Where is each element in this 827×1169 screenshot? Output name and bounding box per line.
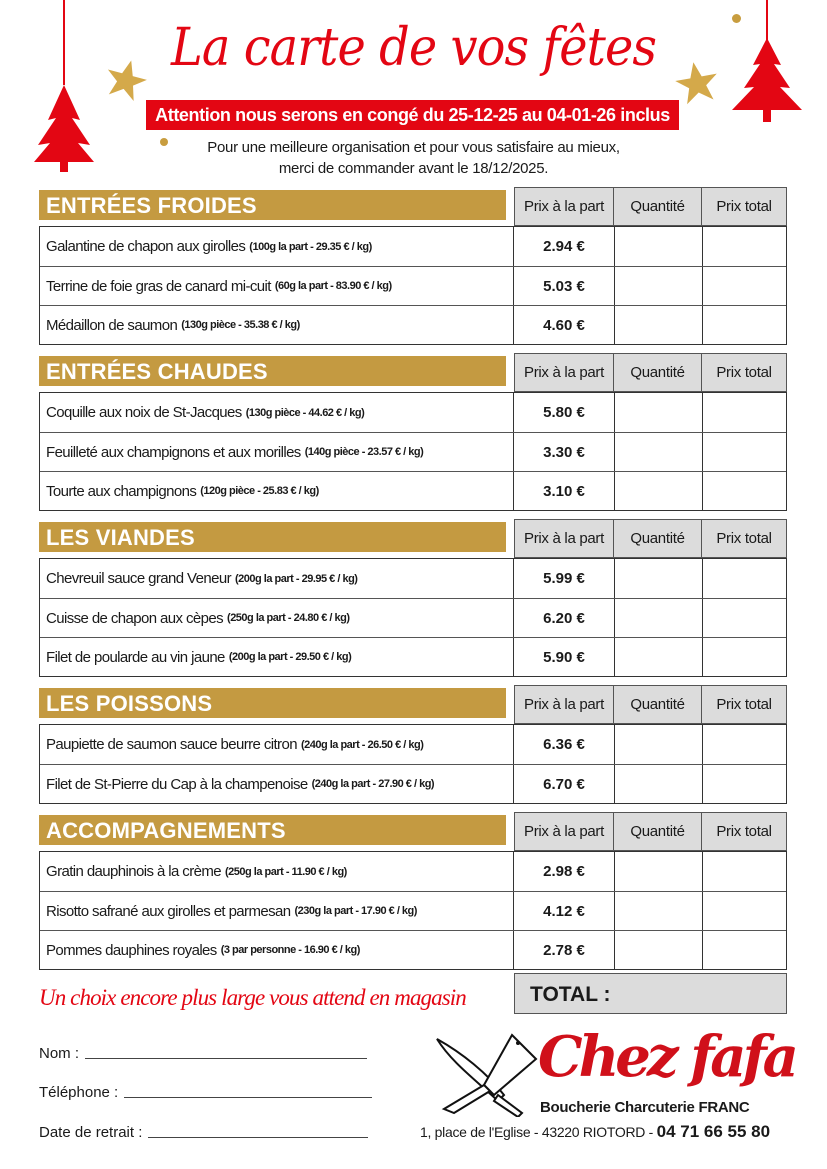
- item-name: Terrine de foie gras de canard mi-cuit: [46, 277, 271, 295]
- item-price: 5.90 €: [514, 638, 615, 676]
- section-title: ACCOMPAGNEMENTS: [39, 815, 506, 845]
- menu-section: [39, 519, 787, 677]
- total-price-input[interactable]: [703, 892, 786, 930]
- item-name-cell: [40, 765, 514, 803]
- total-price-input[interactable]: [703, 472, 786, 510]
- total-price-input[interactable]: [703, 559, 786, 598]
- item-name: Galantine de chapon aux girolles: [46, 238, 246, 255]
- quantity-input[interactable]: [615, 227, 703, 266]
- section-title: LES POISSONS: [39, 688, 506, 718]
- table-row: [40, 764, 786, 803]
- total-box[interactable]: [514, 973, 787, 1014]
- column-header-quantity: Quantité: [614, 353, 702, 392]
- item-detail: (200g la part - 29.95 € / kg): [235, 572, 358, 585]
- item-price: 2.94 €: [514, 227, 615, 266]
- quantity-input[interactable]: [615, 393, 703, 432]
- quantity-input[interactable]: [615, 852, 703, 891]
- name-line[interactable]: [85, 1058, 367, 1059]
- section-rows: [39, 724, 787, 804]
- table-row: [40, 432, 786, 471]
- column-header-unit-price: Prix à la part: [514, 187, 614, 226]
- total-price-input[interactable]: [703, 599, 786, 637]
- menu-section: [39, 187, 787, 345]
- section-rows: [39, 558, 787, 677]
- crossed-knives-logo-icon: [432, 1033, 542, 1117]
- total-label: TOTAL :: [530, 983, 611, 1006]
- item-name: Feuilleté aux champignons et aux morilles: [46, 443, 301, 461]
- order-notice-line: Pour une meilleure organisation et pour vous satisfaire au mieux,: [207, 139, 620, 156]
- item-name-cell: [40, 227, 514, 266]
- total-price-input[interactable]: [703, 852, 786, 891]
- section-header: [39, 685, 787, 724]
- item-name: Paupiette de saumon sauce beurre citron: [46, 736, 297, 753]
- column-header-quantity: Quantité: [614, 519, 702, 558]
- total-price-input[interactable]: [703, 267, 786, 305]
- item-name-cell: [40, 267, 514, 305]
- item-detail: (120g pièce - 25.83 € / kg): [200, 485, 319, 497]
- item-name: Coquille aux noix de St-Jacques: [46, 404, 242, 421]
- table-row: [40, 305, 786, 344]
- section-header: [39, 187, 787, 226]
- item-name: Pommes dauphines royales: [46, 941, 217, 959]
- name-label: Nom :: [39, 1045, 80, 1062]
- item-name: Tourte aux champignons: [46, 482, 197, 500]
- table-row: [40, 227, 786, 266]
- name-field[interactable]: [39, 1045, 367, 1062]
- table-row: [40, 725, 786, 764]
- total-price-input[interactable]: [703, 227, 786, 266]
- table-row: [40, 637, 786, 676]
- total-price-input[interactable]: [703, 765, 786, 803]
- column-header-unit-price: Prix à la part: [514, 812, 614, 851]
- item-price: 3.30 €: [514, 433, 615, 471]
- item-price: 6.20 €: [514, 599, 615, 637]
- order-table: [39, 187, 787, 978]
- column-header-total-price: Prix total: [702, 519, 787, 558]
- column-header-total-price: Prix total: [702, 685, 787, 724]
- quantity-input[interactable]: [615, 765, 703, 803]
- item-price: 5.80 €: [514, 393, 615, 432]
- item-detail: (250g la part - 24.80 € / kg): [227, 612, 350, 624]
- item-name: Chevreuil sauce grand Veneur: [46, 570, 231, 587]
- quantity-input[interactable]: [615, 559, 703, 598]
- item-detail: (3 par personne - 16.90 € / kg): [220, 944, 360, 956]
- column-header-total-price: Prix total: [702, 812, 787, 851]
- item-name-cell: [40, 306, 514, 344]
- section-rows: [39, 392, 787, 511]
- column-header-total-price: Prix total: [702, 187, 787, 226]
- item-price: 5.99 €: [514, 559, 615, 598]
- item-name-cell: [40, 725, 514, 764]
- table-row: [40, 930, 786, 969]
- item-detail: (60g la part - 83.90 € / kg): [274, 280, 392, 292]
- brand-subtitle: Boucherie Charcuterie FRANC: [540, 1099, 750, 1116]
- order-notice: [0, 137, 827, 179]
- item-price: 3.10 €: [514, 472, 615, 510]
- total-price-input[interactable]: [703, 433, 786, 471]
- item-price: 5.03 €: [514, 267, 615, 305]
- column-header-quantity: Quantité: [614, 187, 702, 226]
- item-name-cell: [40, 599, 514, 637]
- column-header-quantity: Quantité: [614, 812, 702, 851]
- section-title: ENTRÉES CHAUDES: [39, 356, 506, 386]
- item-price: 4.60 €: [514, 306, 615, 344]
- address: [420, 1122, 770, 1142]
- item-detail: (240g la part - 26.50 € / kg): [300, 738, 424, 751]
- section-title: ENTRÉES FROIDES: [39, 190, 506, 220]
- quantity-input[interactable]: [615, 931, 703, 969]
- item-detail: (100g la part - 29.35 € / kg): [249, 240, 372, 253]
- table-row: [40, 891, 786, 930]
- phone-field[interactable]: [39, 1084, 372, 1101]
- total-price-input[interactable]: [703, 725, 786, 764]
- menu-section: [39, 685, 787, 804]
- total-price-input[interactable]: [703, 931, 786, 969]
- item-detail: (230g la part - 17.90 € / kg): [294, 905, 417, 917]
- item-name-cell: [40, 559, 514, 598]
- quantity-input[interactable]: [615, 472, 703, 510]
- table-row: [40, 559, 786, 598]
- quantity-input[interactable]: [615, 433, 703, 471]
- item-name-cell: [40, 931, 514, 969]
- item-detail: (140g pièce - 23.57 € / kg): [304, 446, 424, 458]
- item-name-cell: [40, 638, 514, 676]
- column-header-unit-price: Prix à la part: [514, 519, 614, 558]
- item-detail: (130g pièce - 44.62 € / kg): [245, 406, 365, 419]
- quantity-input[interactable]: [615, 892, 703, 930]
- item-name-cell: [40, 472, 514, 510]
- column-header-quantity: Quantité: [614, 685, 702, 724]
- item-name: Médaillon de saumon: [46, 316, 178, 334]
- quantity-input[interactable]: [615, 638, 703, 676]
- address-text: 1, place de l'Eglise - 43220 RIOTORD -: [420, 1124, 654, 1140]
- closure-banner: Attention nous serons en congé du 25-12-25 au 04-01-26 inclus: [146, 100, 679, 130]
- quantity-input[interactable]: [615, 725, 703, 764]
- item-price: 6.36 €: [514, 725, 615, 764]
- table-row: [40, 852, 786, 891]
- phone-number: 04 71 66 55 80: [656, 1122, 771, 1141]
- item-name: Filet de poularde au vin jaune: [46, 648, 225, 666]
- table-row: [40, 471, 786, 510]
- item-detail: (200g la part - 29.50 € / kg): [228, 651, 352, 663]
- more-choice-text: Un choix encore plus large vous attend en magasin: [39, 985, 466, 1010]
- quantity-input[interactable]: [615, 267, 703, 305]
- order-notice-line: merci de commander avant le 18/12/2025.: [278, 160, 549, 177]
- column-header-unit-price: Prix à la part: [514, 685, 614, 724]
- item-detail: (240g la part - 27.90 € / kg): [311, 778, 435, 790]
- item-name-cell: [40, 433, 514, 471]
- table-row: [40, 598, 786, 637]
- table-row: [40, 393, 786, 432]
- section-rows: [39, 226, 787, 345]
- quantity-input[interactable]: [615, 306, 703, 344]
- page-title: La carte de vos fêtes: [171, 18, 656, 78]
- column-header-unit-price: Prix à la part: [514, 353, 614, 392]
- item-price: 6.70 €: [514, 765, 615, 803]
- item-name: Cuisse de chapon aux cèpes: [46, 609, 224, 627]
- section-header: [39, 353, 787, 392]
- item-detail: (130g pièce - 35.38 € / kg): [181, 319, 300, 331]
- item-detail: (250g la part - 11.90 € / kg): [224, 865, 347, 878]
- pickup-date-label: Date de retrait :: [39, 1124, 143, 1141]
- menu-section: [39, 812, 787, 970]
- total-price-input[interactable]: [703, 638, 786, 676]
- item-name: Risotto safrané aux girolles et parmesan: [46, 902, 291, 920]
- section-header: [39, 812, 787, 851]
- pickup-date-field[interactable]: [39, 1124, 368, 1141]
- table-row: [40, 266, 786, 305]
- total-price-input[interactable]: [703, 306, 786, 344]
- item-price: 4.12 €: [514, 892, 615, 930]
- item-price: 2.98 €: [514, 852, 615, 891]
- phone-line[interactable]: [124, 1097, 372, 1098]
- item-name: Gratin dauphinois à la crème: [46, 863, 221, 880]
- brand-logo: Chez fafa: [538, 1024, 795, 1090]
- section-rows: [39, 851, 787, 970]
- item-name: Filet de St-Pierre du Cap à la champenoise: [46, 775, 308, 793]
- total-price-input[interactable]: [703, 393, 786, 432]
- item-price: 2.78 €: [514, 931, 615, 969]
- quantity-input[interactable]: [615, 599, 703, 637]
- phone-label: Téléphone :: [39, 1084, 119, 1101]
- section-title: LES VIANDES: [39, 522, 506, 552]
- menu-section: [39, 353, 787, 511]
- column-header-total-price: Prix total: [702, 353, 787, 392]
- item-name-cell: [40, 852, 514, 891]
- pickup-date-line[interactable]: [148, 1137, 368, 1138]
- item-name-cell: [40, 393, 514, 432]
- item-name-cell: [40, 892, 514, 930]
- section-header: [39, 519, 787, 558]
